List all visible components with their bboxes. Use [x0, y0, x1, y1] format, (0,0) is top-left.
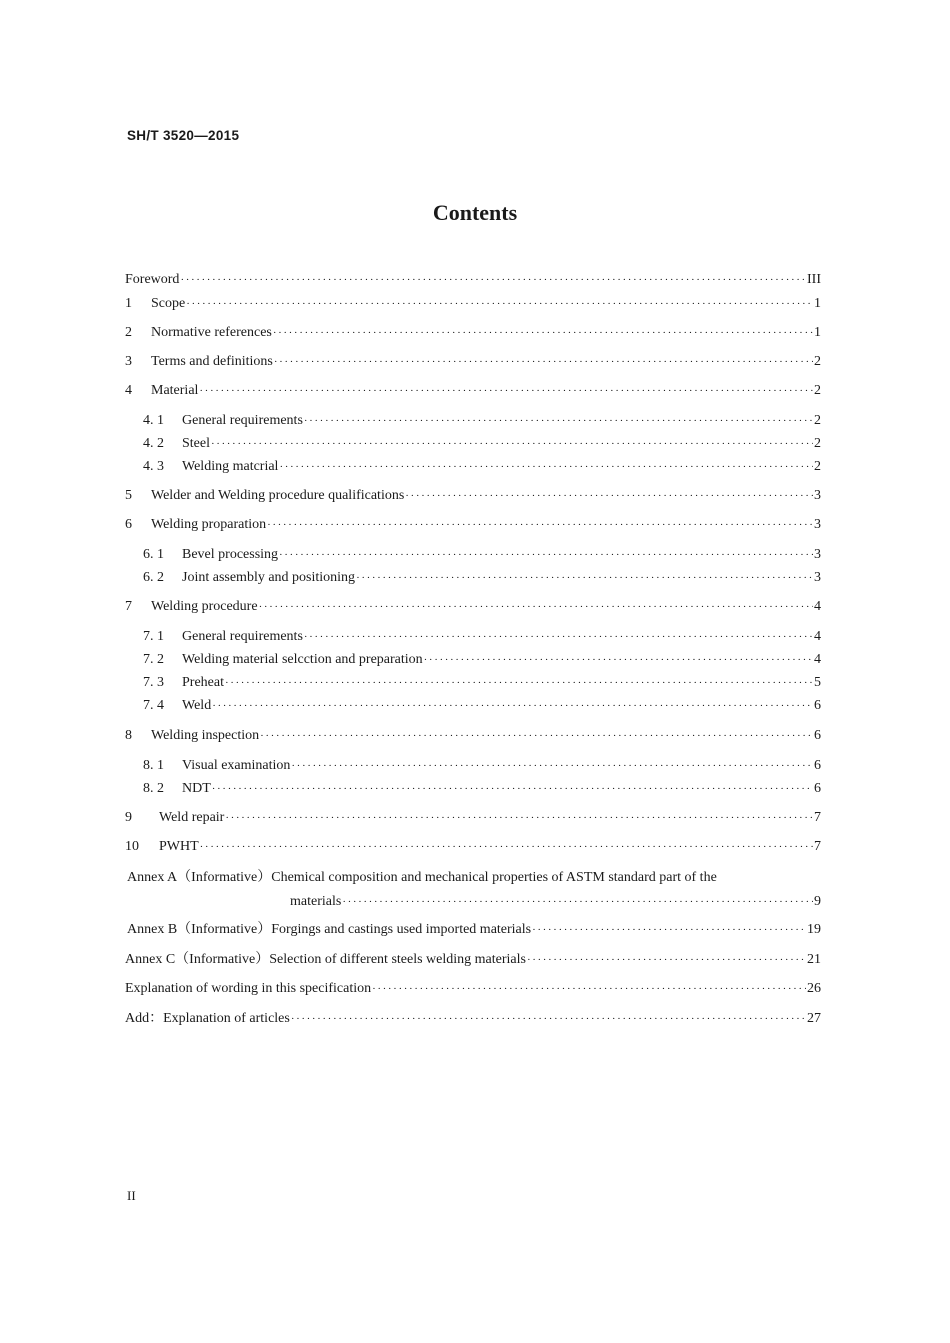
toc-entry-explanation-of-articles[interactable] — [125, 1009, 821, 1029]
toc-entry-number: 7. 1 — [143, 629, 164, 644]
toc-leader-dots — [274, 352, 813, 372]
toc-entry-number: 9 — [125, 810, 132, 825]
toc-entry-label: Welding inspection — [151, 728, 260, 743]
toc-entry-label: Preheat — [182, 675, 224, 690]
toc-entry-page: 4 — [814, 629, 821, 644]
toc-entry-label: Visual examination — [182, 758, 291, 773]
toc-entry-label: Explanation of wording in this specification — [125, 981, 372, 996]
toc-entry-foreword[interactable] — [125, 270, 821, 290]
toc-entry-annex-c[interactable] — [125, 950, 821, 970]
toc-entry-number: 8. 2 — [143, 781, 164, 796]
toc-entry-label: Joint assembly and positioning — [182, 570, 356, 585]
toc-leader-dots — [342, 892, 813, 912]
toc-entry-label: Terms and definitions — [151, 354, 273, 369]
toc-entry-label: materials — [290, 894, 342, 909]
toc-entry-number: 6 — [125, 517, 132, 532]
toc-entry-page: 6 — [814, 728, 821, 743]
page-number: II — [127, 1188, 136, 1203]
toc-entry-number: 4. 3 — [143, 459, 164, 474]
toc-entry-10[interactable] — [125, 837, 821, 857]
toc-leader-dots — [225, 808, 813, 828]
toc-entry-4-1[interactable] — [125, 411, 821, 431]
toc-entry-label: Bevel processing — [182, 547, 279, 562]
toc-entry-7-2[interactable] — [125, 650, 821, 670]
toc-entry-7-4[interactable] — [125, 696, 821, 716]
toc-entry-page: 19 — [807, 922, 821, 937]
toc-entry-label: Material — [151, 383, 199, 398]
toc-entry-number: 5 — [125, 488, 132, 503]
toc-leader-dots — [532, 920, 806, 940]
toc-entry-page: 4 — [814, 652, 821, 667]
toc-entry-page: 26 — [807, 981, 821, 996]
toc-entry-label: Welding matcrial — [182, 459, 279, 474]
toc-entry-page: 6 — [814, 698, 821, 713]
toc-leader-dots — [527, 950, 806, 970]
toc-leader-dots — [405, 486, 813, 506]
toc-entry-number: 7. 4 — [143, 698, 164, 713]
toc-leader-dots — [200, 837, 813, 857]
toc-entry-number: 8. 1 — [143, 758, 164, 773]
toc-entry-4[interactable] — [125, 381, 821, 401]
toc-entry-6-2[interactable] — [125, 568, 821, 588]
toc-entry-label: Annex B（Informative）Forgings and castings used imported materials — [127, 922, 532, 937]
toc-entry-2[interactable] — [125, 323, 821, 343]
toc-entry-annex-a[interactable] — [125, 892, 821, 912]
toc-entry-page: 9 — [814, 894, 821, 909]
toc-entry-number: 7. 3 — [143, 675, 164, 690]
toc-entry-number: 6. 1 — [143, 547, 164, 562]
toc-entry-number: 2 — [125, 325, 132, 340]
toc-entry-page: 6 — [814, 781, 821, 796]
toc-entry-label: Annex C（Informative）Selection of different steels welding materials — [125, 952, 526, 967]
standard-code: SH/T 3520—2015 — [127, 128, 240, 143]
toc-leader-dots — [199, 381, 813, 401]
toc-entry-explanation-of-wording[interactable] — [125, 979, 821, 999]
toc-entry-label: Weld repair — [159, 810, 225, 825]
toc-entry-number: 6. 2 — [143, 570, 164, 585]
toc-entry-page: 3 — [814, 547, 821, 562]
toc-leader-dots — [279, 457, 813, 477]
toc-entry-number: 7. 2 — [143, 652, 164, 667]
toc-entry-annex-a-line1: Annex A（Informative）Chemical composition and mechanical properties of ASTM standard part of the — [127, 870, 717, 885]
toc-entry-label: PWHT — [159, 839, 199, 854]
toc-leader-dots — [211, 434, 813, 454]
toc-entry-label: Welding proparation — [151, 517, 267, 532]
toc-entry-page: 6 — [814, 758, 821, 773]
toc-entry-page: 1 — [814, 325, 821, 340]
toc-leader-dots — [356, 568, 813, 588]
toc-entry-page: 4 — [814, 599, 821, 614]
toc-entry-label: Steel — [182, 436, 210, 451]
toc-entry-7[interactable] — [125, 597, 821, 617]
toc-entry-5[interactable] — [125, 486, 821, 506]
toc-entry-label: General requirements — [182, 413, 303, 428]
toc-entry-label: Add：Explanation of articles — [125, 1011, 290, 1026]
toc-entry-page: 3 — [814, 488, 821, 503]
toc-entry-page: 7 — [814, 839, 821, 854]
toc-leader-dots — [212, 696, 813, 716]
toc-entry-4-3[interactable] — [125, 457, 821, 477]
toc-entry-label: General requirements — [182, 629, 303, 644]
toc-entry-3[interactable] — [125, 352, 821, 372]
toc-entry-8-2[interactable] — [125, 779, 821, 799]
toc-leader-dots — [304, 627, 813, 647]
toc-entry-label: Weld — [182, 698, 212, 713]
toc-entry-8[interactable] — [125, 726, 821, 746]
toc-entry-6-1[interactable] — [125, 545, 821, 565]
toc-entry-page: 2 — [814, 413, 821, 428]
toc-entry-number: 4. 1 — [143, 413, 164, 428]
toc-leader-dots — [372, 979, 806, 999]
toc-entry-number: 8 — [125, 728, 132, 743]
toc-entry-7-3[interactable] — [125, 673, 821, 693]
toc-leader-dots — [304, 411, 813, 431]
toc-entry-page: 3 — [814, 517, 821, 532]
toc-leader-dots — [424, 650, 813, 670]
toc-entry-annex-b[interactable] — [125, 920, 821, 940]
toc-entry-page: 27 — [807, 1011, 821, 1026]
toc-leader-dots — [291, 756, 813, 776]
toc-entry-label: NDT — [182, 781, 211, 796]
toc-entry-label: Welding procedure — [151, 599, 258, 614]
toc-entry-label: Foreword — [125, 272, 180, 287]
toc-entry-number: 4. 2 — [143, 436, 164, 451]
toc-entry-label: Welding material selcction and preparation — [182, 652, 423, 667]
toc-entry-9[interactable] — [125, 808, 821, 828]
toc-leader-dots — [273, 323, 813, 343]
toc-entry-8-1[interactable] — [125, 756, 821, 776]
toc-entry-number: 7 — [125, 599, 132, 614]
toc-leader-dots — [225, 673, 813, 693]
toc-entry-4-2[interactable] — [125, 434, 821, 454]
toc-entry-label: Welder and Welding procedure qualifications — [151, 488, 405, 503]
toc-leader-dots — [267, 515, 813, 535]
toc-leader-dots — [260, 726, 813, 746]
toc-entry-number: 1 — [125, 296, 132, 311]
toc-entry-page: 5 — [814, 675, 821, 690]
toc-leader-dots — [291, 1009, 806, 1029]
toc-entry-page: 7 — [814, 810, 821, 825]
toc-leader-dots — [186, 294, 813, 314]
toc-entry-number: 10 — [125, 839, 139, 854]
toc-entry-label: Scope — [151, 296, 186, 311]
toc-entry-page: 3 — [814, 570, 821, 585]
toc-entry-1[interactable] — [125, 294, 821, 314]
toc-entry-number: 4 — [125, 383, 132, 398]
toc-entry-page: 2 — [814, 383, 821, 398]
toc-entry-page: 2 — [814, 459, 821, 474]
toc-entry-page: III — [807, 272, 821, 287]
toc-entry-7-1[interactable] — [125, 627, 821, 647]
toc-entry-page: 2 — [814, 436, 821, 451]
toc-entry-label: Normative references — [151, 325, 272, 340]
toc-entry-page: 1 — [814, 296, 821, 311]
toc-leader-dots — [279, 545, 813, 565]
page-title: Contents — [432, 200, 518, 225]
toc-entry-6[interactable] — [125, 515, 821, 535]
toc-leader-dots — [212, 779, 813, 799]
toc-leader-dots — [180, 270, 806, 290]
toc-entry-page: 2 — [814, 354, 821, 369]
toc-leader-dots — [259, 597, 813, 617]
toc-entry-number: 3 — [125, 354, 132, 369]
toc-entry-page: 21 — [807, 952, 821, 967]
